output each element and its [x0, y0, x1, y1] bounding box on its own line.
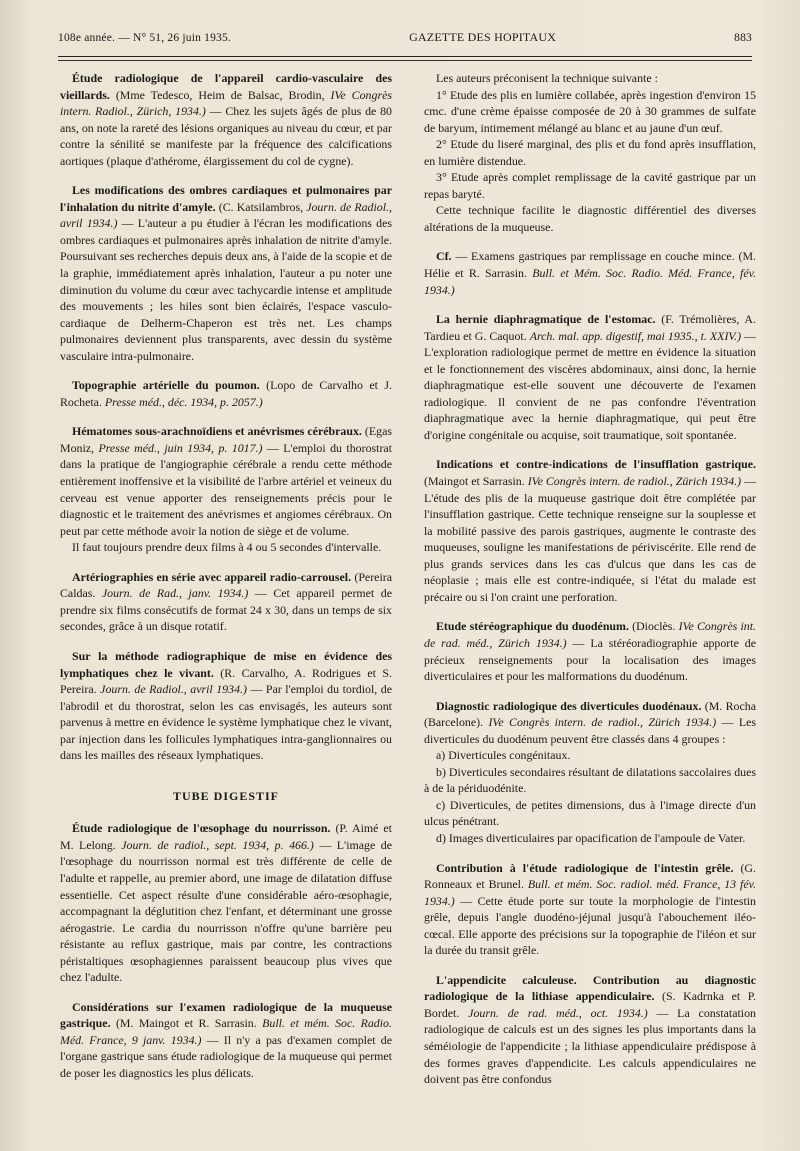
abstract-source: Journ. de Radiol., avril 1934.)	[60, 199, 392, 231]
abstract-cardio-vasculaire	[60, 70, 392, 169]
running-header	[58, 30, 752, 45]
abstract-body: — Cette étude porte sur toute la morphologie de l'intestin grêle, depuis l'angle duodéno-jéjunal jusqu'à l'abouchement iléo-cœcal. Elle apporte des précisions sur la topographie de l'iléon et sur la durée du transit grêle.	[424, 893, 756, 958]
abstract-hernie-diaphragmatique	[424, 311, 756, 443]
left-column	[60, 70, 392, 1095]
abstract-body: — Chez les sujets âgés de plus de 80 ans, on note la rareté des lésions organiques au niveau du cœur, et par contre la sénilité se manifeste par la fréquence des calcifications aortiques (plaque d'athérome, élargissement du col de cygne).	[60, 104, 392, 168]
abstract-source: Journ. de rad. méd., oct. 1934.)	[468, 1005, 648, 1020]
abstract-title: Artériographies en série avec appareil radio-carrousel.	[72, 569, 352, 584]
abstract-intestin-grele	[424, 860, 756, 959]
abstract-diverticules	[424, 698, 756, 847]
abstract-title: Contribution à l'étude radiologique de l'intestin grêle.	[436, 860, 734, 875]
abstract-body: — Cet appareil permet de prendre six films consécutifs de format 24 x 30, dans un temps de six secondes, grâce à un disque rotatif.	[60, 586, 393, 634]
technique-step: 3° Etude après complet remplissage de la cavité gastrique par un repas baryté.	[424, 170, 756, 201]
issue-info: 108e année. — N° 51, 26 juin 1935.	[58, 32, 232, 44]
technique-intro: Les auteurs préconisent la technique suivante :	[436, 71, 658, 85]
abstract-topographie-poumon	[60, 377, 392, 410]
abstract-title: La hernie diaphragmatique de l'estomac.	[436, 312, 656, 327]
list-item: c) Diverticules, de petites dimensions, dus à l'image directe d'un ulcus pénétrant.	[424, 797, 756, 829]
journal-title: GAZETTE DES HOPITAUX	[409, 30, 557, 44]
abstract-source: Journ. de Radiol., avril 1934.)	[100, 682, 247, 697]
abstract-body: — L'exploration radiologique permet de mettre en évidence la situation et le fonctionnement des viscères abdominaux, ainsi donc, la hernie diaphragmatique est-elle souvent une découverte de l'examen radiologique. Il convient de ne pas confondre l'éventration diaphragmatique avec la hernie diaphragmatique, qui peut être d'origine congénitale ou acquise, soit traumatique, soit spontanée.	[424, 328, 756, 442]
abstract-authors: (C. Katsilambros,	[218, 199, 304, 214]
abstract-body: — La stéréoradiographie apporte de précieux renseignements pour la localisation des images diverticulaires et pour les malformations du duodénum.	[424, 635, 756, 684]
abstract-source: Presse méd., déc. 1934, p. 2057.)	[104, 394, 263, 409]
technique-step: 2° Etude du liseré marginal, des plis et du fond après insufflation, en lumière distendue.	[424, 137, 756, 168]
page-number: 883	[734, 32, 752, 44]
abstract-couche-mince	[424, 248, 756, 298]
abstract-source: Bull. et Mém. Soc. Radio. Méd. France, fév. 1934.)	[424, 266, 757, 297]
abstract-source: IVe Congrès intern. de radiol., Zürich 1934.)	[527, 474, 742, 489]
list-item: b) Diverticules secondaires résultant de dilatations saccolaires dues à de la périduodénite.	[424, 764, 756, 796]
technique-conclusion: Cette technique facilite le diagnostic différentiel des diverses altérations de la muqueuse.	[424, 203, 756, 234]
abstract-source: Bull. et mém. Soc. Radio. Méd. France, 9 janv. 1934.)	[60, 1016, 392, 1047]
abstract-duodenum	[424, 618, 756, 684]
header-rule-thick	[58, 56, 752, 57]
abstract-authors: (S. Kadrnka et P. Bordet.	[424, 989, 756, 1020]
abstract-authors: (R. Carvalho, A. Rodrigues et S. Pereira.	[60, 665, 392, 697]
abstract-body: — Il n'y a pas d'examen complet de l'organe gastrique sans étude radiologique de la muqueuse qui permet de poser les diagnostics les plus délicats.	[60, 1032, 392, 1080]
right-column	[424, 70, 756, 1101]
section-heading: TUBE DIGESTIF	[172, 788, 280, 803]
abstract-body: — L'image de l'œsophage du nourrisson normal est très différente de celle de l'adulte et rappelle, au premier abord, une image de dilatation diffuse essentielle. Cet aspect résulte d'une considérable aéro-œsophagie, accompagnant la déglutition chez l'enfant, et déterminant une grosse aérogastrie. Le cardia du nourrisson n'offre qu'une barrière peu résistante au reflux gastrique, mais par contre, les contractions péristaltiques œsophagiennes paraissent beaucoup plus vives que chez l'adulte.	[60, 837, 392, 985]
abstract-insufflation	[424, 456, 756, 605]
abstract-source: IVe Congrès int. de rad. méd., Zürich 1934.)	[424, 619, 756, 650]
abstract-authors: (G. Ronneaux et Brunel.	[424, 860, 756, 892]
abstract-source: Arch. mal. app. digestif, mai 1935., t. XXIV.)	[529, 328, 742, 343]
abstract-authors: (F. Trémolières, A. Tardieu et G. Caquot.	[424, 312, 756, 343]
technique-block	[424, 70, 756, 235]
abstract-title: Topographie artérielle du poumon.	[72, 378, 260, 393]
abstract-authors: (M. Maingot et R. Sarrasin.	[115, 1016, 257, 1031]
abstract-authors: (Dioclès.	[632, 619, 676, 634]
abstract-title: Étude radiologique de l'œsophage du nourrisson.	[72, 821, 331, 836]
abstract-authors: (Maingot et Sarrasin.	[424, 474, 525, 489]
abstract-body: — L'étude des plis de la muqueuse gastrique doit être complétée par l'insufflation gastrique. Cette technique renseigne sur la souplesse et la mobilité passive des parois gastriques, augmente le contraste des muqueuses, souligne les manifestations de périviscérite. Elle rend de plus grands services dans les cas d'ulcus que dans les cas de néoplasie ; mais elle est contre-indiquée, si l'état du malade est précaire ou si l'on craint une perforation.	[424, 474, 756, 604]
abstract-body: — Par l'emploi du tordiol, de l'abrodil et du thorostrat, selon les cas envisagés, les auteurs sont parvenus à mettre en évidence le système lymphatique chez le vivant, par injection dans les follicules lymphatiques intra-ganglionnaires ou dans les mailles des réseaux lymphatiques.	[60, 682, 392, 763]
abstract-authors: (Mme Tedesco, Heim de Balsac, Brodin,	[115, 87, 325, 102]
abstract-authors: (Egas Moniz,	[60, 424, 392, 455]
abstract-appendicite	[424, 972, 756, 1088]
abstract-authors: (M. Rocha (Barcelone).	[424, 698, 756, 730]
abstract-authors: (Pereira Caldas.	[60, 569, 392, 601]
abstract-title: Etude stéréographique du duodénum.	[436, 619, 629, 634]
abstract-body: — L'auteur a pu étudier à l'écran les modifications des ombres cardiaques et pulmonaires après inhalation de nitrite d'amyle. Poursuivant ses recherches depuis deux ans, à l'aide de la scopie et de la graphie, immédiatement après inhalation, l'auteur a pu noter une diminution du volume du cœur avec tachycardie intense et amplitude des mouvements ; les hiles sont bien éclairés, l'espace vasculo-cardiaque de Delherm-Chaperon est très net. Les champs pulmonaires deviennent plus transparents, avec dessin du système vasculaire intra-pulmonaire.	[60, 216, 392, 363]
diverticule-list	[424, 747, 756, 846]
abstract-body: — Les diverticules du duodénum peuvent être classés dans 4 groupes :	[424, 715, 756, 746]
abstract-body: — L'emploi du thorostrat dans la pratique de l'angiographie cérébrale a rendu cette méthode entièrement inoffensive et la visibilité de l'arbre artériel et veineux du cerveau est venue apporter des renseignements précis pour le diagnostic et le traitement des anévrismes et angiomes cérébraux. On peut par cette méthode avoir la notion de siège et de volume.	[60, 440, 392, 538]
abstract-title: L'appendicite calculeuse. Contribution au diagnostic radiologique de la lithiase appendiculaire.	[424, 972, 756, 1004]
abstract-title: Hématomes sous-arachnoïdiens et anévrismes cérébraux.	[72, 424, 362, 439]
technique-step: 1° Etude des plis en lumière collabée, après ingestion d'environ 15 cmc. d'une crème épaisse composée de 20 à 30 grammes de sulfate de baryum, intimement mélangé au blanc et au jaune d'un œuf.	[424, 87, 756, 135]
abstract-hematomes	[60, 423, 392, 555]
header-rule-thin	[58, 60, 752, 61]
abstract-title: Considérations sur l'examen radiologique de la muqueuse gastrique.	[60, 999, 392, 1031]
abstract-body-2: Il faut toujours prendre deux films à 4 ou 5 secondes d'intervalle.	[72, 540, 382, 555]
abstract-authors: — Examens gastriques par remplissage en couche mince. (M. Hélie et R. Sarrasin.	[424, 249, 756, 281]
abstract-lymphatiques	[60, 648, 392, 764]
list-item: d) Images diverticulaires par opacification de l'ampoule de Vater.	[436, 830, 746, 845]
abstract-para	[424, 698, 756, 748]
abstract-title: Diagnostic radiologique des diverticules duodénaux.	[436, 698, 702, 713]
abstract-title: Indications et contre-indications de l'insufflation gastrique.	[436, 457, 756, 472]
abstract-radio-carrousel	[60, 569, 392, 635]
abstract-muqueuse-gastrique	[60, 999, 392, 1082]
abstract-title: Cf.	[436, 249, 452, 264]
abstract-source: Journ. de radiol., sept. 1934, p. 466.)	[121, 837, 314, 852]
abstract-source: Bull. et mém. Soc. radiol. méd. France, 13 fév. 1934.)	[424, 877, 756, 908]
abstract-para	[60, 423, 392, 539]
abstract-oesophage	[60, 820, 392, 985]
abstract-title: Les modifications des ombres cardiaques et pulmonaires par l'inhalation du nitrite d'amyle.	[60, 183, 392, 214]
abstract-source: IVe Congrès intern. Radiol., Zürich, 1934.)	[60, 87, 392, 119]
abstract-title: Étude radiologique de l'appareil cardio-vasculaire des vieillards.	[60, 71, 392, 102]
abstract-authors: (P. Aimé et M. Lelong.	[60, 821, 392, 852]
list-item: a) Diverticules congénitaux.	[436, 748, 571, 763]
abstract-body: — La constatation radiologique de calculs est un des signes les plus importants dans la séméiologie de l'appendicite ; la lithiase appendiculaire prédispose à des formes graves d'appendicite. Les calculs appendiculaires ne doivent pas être confondus	[424, 1005, 756, 1087]
abstract-title: Sur la méthode radiographique de mise en évidence des lymphatiques chez le vivant.	[60, 648, 392, 680]
abstract-authors: (Lopo de Carvalho et J. Rocheta.	[60, 378, 392, 409]
abstract-source: Presse méd., juin 1934, p. 1017.)	[98, 440, 263, 455]
abstract-source: Journ. de Rad., janv. 1934.)	[101, 586, 249, 601]
abstract-source: IVe Congrès intern. de radiol., Zürich 1934.)	[488, 715, 717, 730]
abstract-nitrite-amyle	[60, 182, 392, 364]
